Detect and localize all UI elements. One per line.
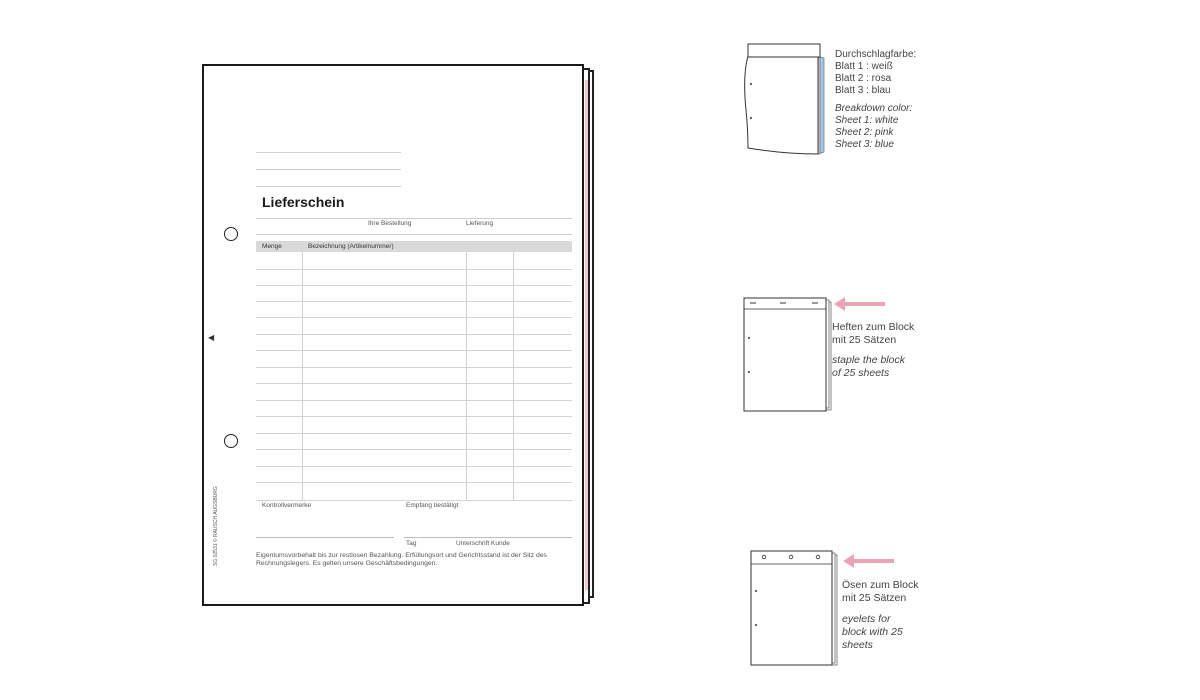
table-row — [256, 466, 572, 467]
staple-de-line-1: Heften zum Block — [832, 321, 915, 333]
carbon-sheet-de-1: Blatt 1 : weiß — [835, 61, 893, 72]
staple-en-line-1: staple the block — [832, 354, 905, 366]
eyelet-en-line-3: sheets — [842, 639, 873, 651]
carbon-sheet-en-2: Sheet 2: pink — [835, 127, 894, 138]
table-row — [256, 400, 572, 401]
table-row — [256, 416, 572, 417]
punch-hole — [224, 227, 238, 241]
table-row — [256, 482, 572, 483]
col-description: Bezeichnung (Artikelnummer) — [308, 243, 394, 250]
form-title: Lieferschein — [262, 194, 345, 210]
terms-text — [256, 552, 576, 568]
address-line — [256, 169, 401, 170]
print-reference: SG 02531 © RAUSCH AUGSBURG — [213, 486, 219, 566]
table-row — [256, 433, 572, 434]
signature-line-right — [404, 537, 572, 538]
eyelet-de-line-2: mit 25 Sätzen — [842, 592, 907, 604]
table-row — [256, 334, 572, 335]
staple-info-en — [832, 354, 905, 380]
punch-hole — [224, 434, 238, 448]
table-row — [256, 383, 572, 384]
delivery-label: Lieferung — [466, 220, 494, 227]
carbon-sheet-en-1: Sheet 1: white — [835, 115, 899, 126]
eyelet-en-line-1: eyelets for — [842, 613, 891, 625]
column-divider — [513, 252, 514, 500]
center-marker-icon: ◀ — [208, 333, 215, 342]
staple-arrow-icon — [844, 302, 885, 306]
table-row — [256, 350, 572, 351]
delivery-note-sheet — [202, 64, 584, 606]
column-divider — [302, 252, 303, 500]
table-row — [256, 269, 572, 270]
received-label: Empfang bestätigt — [406, 502, 459, 509]
table-row — [256, 301, 572, 302]
eyelet-arrow-icon — [853, 559, 894, 563]
order-label: Ihre Bestellung — [368, 220, 412, 227]
table-row — [256, 317, 572, 318]
table-header — [256, 241, 572, 252]
table-row — [256, 367, 572, 368]
eyelet-pad-illustration — [748, 547, 842, 669]
divider — [256, 218, 572, 219]
address-line — [256, 186, 401, 187]
eyelet-de-line-1: Ösen zum Block — [842, 579, 919, 591]
terms-line-1: Eigentumsvorbehalt bis zur restlosen Bezahlung. Erfüllungsort und Gerichtsstand ist der Sitz des — [256, 552, 547, 559]
carbon-pad-illustration — [742, 40, 832, 160]
carbon-sheet-de-2: Blatt 2 : rosa — [835, 73, 892, 84]
eyelet-en-line-2: block with 25 — [842, 626, 903, 638]
table-row — [256, 285, 572, 286]
column-divider — [466, 252, 467, 500]
eyelet-info-en — [842, 613, 903, 652]
carbon-sheet-de-3: Blatt 3 : blau — [835, 85, 891, 96]
signature-line-left — [256, 537, 394, 538]
terms-line-2: Rechnungslegers. Es gelten unsere Geschäftsbedingungen. — [256, 560, 438, 567]
sheet-edge-pink — [585, 80, 588, 590]
staple-de-line-2: mit 25 Sätzen — [832, 334, 897, 346]
address-line — [256, 152, 401, 153]
stapled-pad-illustration — [740, 294, 836, 416]
carbon-info-en — [835, 103, 912, 151]
signature-label: Unterschrift Kunde — [456, 540, 510, 547]
staple-info-de — [832, 321, 914, 347]
carbon-sheet-en-3: Sheet 3: blue — [835, 139, 894, 150]
table-row — [256, 500, 572, 501]
control-label: Kontrollvermerke — [262, 502, 312, 509]
table-row — [256, 449, 572, 450]
staple-en-line-2: of 25 sheets — [832, 367, 890, 379]
col-quantity: Menge — [262, 243, 282, 250]
divider — [256, 234, 572, 235]
carbon-info-de — [835, 49, 916, 97]
eyelet-info-de — [842, 579, 918, 605]
carbon-title-en: Breakdown color: — [835, 103, 913, 114]
date-label: Tag — [406, 540, 417, 547]
carbon-title-de: Durchschlagfarbe: — [835, 49, 917, 60]
